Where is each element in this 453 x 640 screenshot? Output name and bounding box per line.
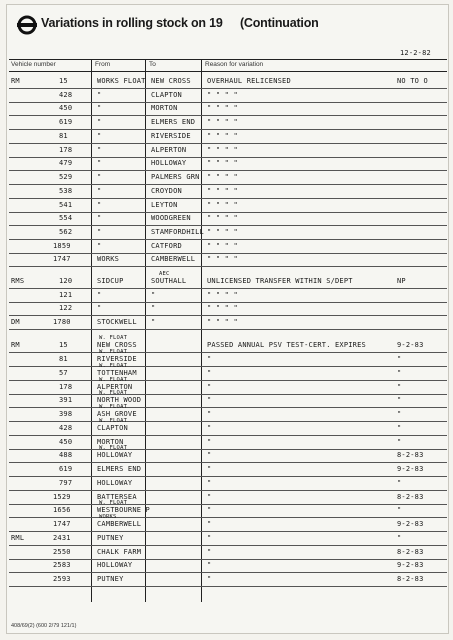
- col-header-reason: Reason for variation: [205, 61, 264, 68]
- variation-reason: " " " ": [207, 146, 238, 154]
- to-garage: ELMERS END: [151, 118, 196, 126]
- vehicle-number: 450: [59, 104, 73, 112]
- variation-extra: ": [397, 438, 402, 446]
- from-garage: CHALK FARM: [97, 548, 142, 556]
- roundel-logo: [17, 15, 37, 35]
- from-note: W. FLOAT: [99, 363, 128, 369]
- variation-extra: 8-2-83: [397, 575, 424, 583]
- vehicle-number: 1747: [53, 520, 71, 528]
- variation-extra: NO TO O: [397, 77, 428, 85]
- variation-reason: ": [207, 561, 212, 569]
- from-garage: BATTERSEA: [97, 493, 137, 501]
- from-garage: ELMERS END: [97, 465, 142, 473]
- from-note: W. FLOAT: [99, 500, 128, 506]
- variation-reason: " " " ": [207, 132, 238, 140]
- vehicle-number: 122: [59, 304, 73, 312]
- from-note: W. FLOAT: [99, 335, 128, 341]
- variation-extra: 9-2-83: [397, 341, 424, 349]
- to-garage: NEW CROSS: [151, 77, 191, 85]
- variation-reason: " " " ": [207, 214, 238, 222]
- to-garage: CATFORD: [151, 242, 182, 250]
- from-garage: ": [97, 132, 102, 140]
- vehicle-number: 178: [59, 146, 73, 154]
- variation-extra: ": [397, 369, 402, 377]
- to-garage: SOUTHALL: [151, 277, 187, 285]
- from-garage: HOLLOWAY: [97, 561, 133, 569]
- variation-reason: " " " ": [207, 187, 238, 195]
- from-garage: WESTBOURNE P: [97, 506, 150, 514]
- vehicle-number: 1656: [53, 506, 71, 514]
- vehicle-number: 428: [59, 424, 73, 432]
- variation-reason: " " " ": [207, 91, 238, 99]
- to-garage: ": [151, 304, 156, 312]
- vehicle-number: 15: [59, 341, 68, 349]
- vehicle-number: 178: [59, 383, 73, 391]
- col-header-to: To: [149, 61, 156, 68]
- from-note: WORKS: [99, 514, 117, 520]
- variation-extra: ": [397, 396, 402, 404]
- vehicle-number: 619: [59, 118, 73, 126]
- form-code: 408/69(2) (600 2/79 121/1): [11, 623, 77, 629]
- from-garage: NEW CROSS: [97, 341, 137, 349]
- vehicle-number: 554: [59, 214, 73, 222]
- from-garage: CAMBERWELL: [97, 520, 142, 528]
- variation-extra: 8-2-83: [397, 548, 424, 556]
- from-garage: TOTTENHAM: [97, 369, 137, 377]
- variation-reason: ": [207, 369, 212, 377]
- from-garage: ": [97, 242, 102, 250]
- from-note: W. FLOAT: [99, 390, 128, 396]
- variation-extra: 9-2-83: [397, 561, 424, 569]
- vehicle-number: 428: [59, 91, 73, 99]
- from-garage: PUTNEY: [97, 575, 124, 583]
- variation-reason: ": [207, 438, 212, 446]
- to-garage: ALPERTON: [151, 146, 187, 154]
- variation-reason: " " " ": [207, 255, 238, 263]
- variation-reason: " " " ": [207, 201, 238, 209]
- variation-extra: ": [397, 355, 402, 363]
- from-garage: ": [97, 91, 102, 99]
- form-sheet: [6, 4, 449, 634]
- vehicle-class: RML: [11, 534, 25, 542]
- vehicle-number: 391: [59, 396, 73, 404]
- variation-reason: PASSED ANNUAL PSV TEST-CERT. EXPIRES: [207, 341, 366, 349]
- variation-extra: ": [397, 383, 402, 391]
- from-garage: RIVERSIDE: [97, 355, 137, 363]
- from-note: W. FLOAT: [99, 445, 128, 451]
- vehicle-number: 2431: [53, 534, 71, 542]
- vehicle-number: 2583: [53, 561, 71, 569]
- vehicle-number: 2550: [53, 548, 71, 556]
- from-garage: ": [97, 104, 102, 112]
- variation-reason: " " " ": [207, 318, 238, 326]
- from-garage: ": [97, 228, 102, 236]
- row-rule: [9, 329, 447, 330]
- vehicle-number: 57: [59, 369, 68, 377]
- variation-reason: " " " ": [207, 304, 238, 312]
- from-garage: WORKS FLOAT: [97, 77, 146, 85]
- from-note: W. FLOAT: [99, 377, 128, 383]
- vehicle-number: 479: [59, 159, 73, 167]
- from-garage: ALPERTON: [97, 383, 133, 391]
- vehicle-number: 797: [59, 479, 73, 487]
- vehicle-number: 1529: [53, 493, 71, 501]
- to-garage: STAMFORDHILL: [151, 228, 204, 236]
- variation-reason: " " " ": [207, 118, 238, 126]
- from-garage: PUTNEY: [97, 534, 124, 542]
- vehicle-number: 398: [59, 410, 73, 418]
- col-header-from: From: [95, 61, 111, 68]
- table-row: [9, 569, 447, 587]
- vehicle-number: 450: [59, 438, 73, 446]
- from-garage: HOLLOWAY: [97, 451, 133, 459]
- from-note: W. FLOAT: [99, 404, 128, 410]
- variation-reason: ": [207, 410, 212, 418]
- vehicle-number: 120: [59, 277, 73, 285]
- to-garage: ": [151, 318, 156, 326]
- to-garage: PALMERS GRN: [151, 173, 200, 181]
- vehicle-class: DM: [11, 318, 20, 326]
- variation-extra: 8-2-83: [397, 493, 424, 501]
- variation-reason: " " " ": [207, 242, 238, 250]
- from-note: W. FLOAT: [99, 418, 128, 424]
- variation-extra: 8-2-83: [397, 451, 424, 459]
- to-note: AEC: [159, 271, 170, 277]
- vehicle-number: 541: [59, 201, 73, 209]
- variation-reason: ": [207, 548, 212, 556]
- vehicle-number: 1780: [53, 318, 71, 326]
- vehicle-number: 562: [59, 228, 73, 236]
- vehicle-number: 81: [59, 132, 68, 140]
- variation-extra: ": [397, 534, 402, 542]
- variation-extra: ": [397, 424, 402, 432]
- from-garage: ": [97, 291, 102, 299]
- from-garage: SIDCUP: [97, 277, 124, 285]
- variation-reason: ": [207, 506, 212, 514]
- from-garage: STOCKWELL: [97, 318, 137, 326]
- variation-reason: ": [207, 520, 212, 528]
- title-date: 19: [209, 16, 223, 30]
- from-garage: ": [97, 173, 102, 181]
- vehicle-number: 121: [59, 291, 73, 299]
- variation-reason: ": [207, 575, 212, 583]
- vehicle-number: 2593: [53, 575, 71, 583]
- header-top-rule: [9, 59, 447, 60]
- variation-extra: 9-2-83: [397, 520, 424, 528]
- vehicle-number: 1859: [53, 242, 71, 250]
- variation-extra: NP: [397, 277, 406, 285]
- variation-reason: " " " ": [207, 228, 238, 236]
- table-row: [9, 249, 447, 267]
- from-garage: ": [97, 159, 102, 167]
- from-garage: CLAPTON: [97, 424, 128, 432]
- variation-reason: OVERHAUL RELICENSED: [207, 77, 291, 85]
- from-garage: ": [97, 146, 102, 154]
- vehicle-number: 15: [59, 77, 68, 85]
- vehicle-number: 529: [59, 173, 73, 181]
- from-garage: ": [97, 118, 102, 126]
- to-garage: LEYTON: [151, 201, 178, 209]
- variation-extra: ": [397, 506, 402, 514]
- from-garage: MORTON: [97, 438, 124, 446]
- variation-reason: ": [207, 424, 212, 432]
- from-garage: WORKS: [97, 255, 120, 263]
- to-garage: WOODGREEN: [151, 214, 191, 222]
- vehicle-class: RM: [11, 341, 20, 349]
- vehicle-class: RMS: [11, 277, 25, 285]
- sheet-date: 12-2-82: [400, 49, 431, 57]
- vehicle-number: 81: [59, 355, 68, 363]
- row-rule: [9, 586, 447, 587]
- variation-reason: " " " ": [207, 159, 238, 167]
- vehicle-number: 619: [59, 465, 73, 473]
- variation-reason: ": [207, 355, 212, 363]
- from-garage: HOLLOWAY: [97, 479, 133, 487]
- vehicle-number: 538: [59, 187, 73, 195]
- to-garage: HOLLOWAY: [151, 159, 187, 167]
- vehicle-class: RM: [11, 77, 20, 85]
- col-header-vehicle: Vehicle number: [11, 61, 56, 68]
- from-garage: ": [97, 304, 102, 312]
- from-note: W. FLOAT: [99, 349, 128, 355]
- to-garage: MORTON: [151, 104, 178, 112]
- variation-reason: " " " ": [207, 173, 238, 181]
- from-garage: ": [97, 201, 102, 209]
- variation-reason: ": [207, 383, 212, 391]
- variation-reason: " " " ": [207, 104, 238, 112]
- from-garage: ": [97, 187, 102, 195]
- form-title: Variations in rolling stock on 19 (Continuation: [41, 16, 319, 30]
- to-garage: ": [151, 291, 156, 299]
- variation-extra: ": [397, 479, 402, 487]
- variation-reason: ": [207, 396, 212, 404]
- variation-reason: ": [207, 493, 212, 501]
- variation-reason: ": [207, 534, 212, 542]
- from-garage: ": [97, 214, 102, 222]
- to-garage: CAMBERWELL: [151, 255, 196, 263]
- vehicle-number: 488: [59, 451, 73, 459]
- to-garage: CLAPTON: [151, 91, 182, 99]
- from-garage: NORTH WOOD: [97, 396, 142, 404]
- to-garage: RIVERSIDE: [151, 132, 191, 140]
- vehicle-number: 1747: [53, 255, 71, 263]
- title-continuation: (Continuation: [239, 16, 319, 30]
- variation-extra: ": [397, 410, 402, 418]
- to-garage: CROYDON: [151, 187, 182, 195]
- variation-reason: UNLICENSED TRANSFER WITHIN S/DEPT: [207, 277, 353, 285]
- variation-reason: ": [207, 479, 212, 487]
- variation-extra: 9-2-83: [397, 465, 424, 473]
- variation-reason: " " " ": [207, 291, 238, 299]
- variation-reason: ": [207, 465, 212, 473]
- row-rule: [9, 266, 447, 267]
- variation-reason: ": [207, 451, 212, 459]
- table-row: [9, 312, 447, 330]
- from-garage: ASH GROVE: [97, 410, 137, 418]
